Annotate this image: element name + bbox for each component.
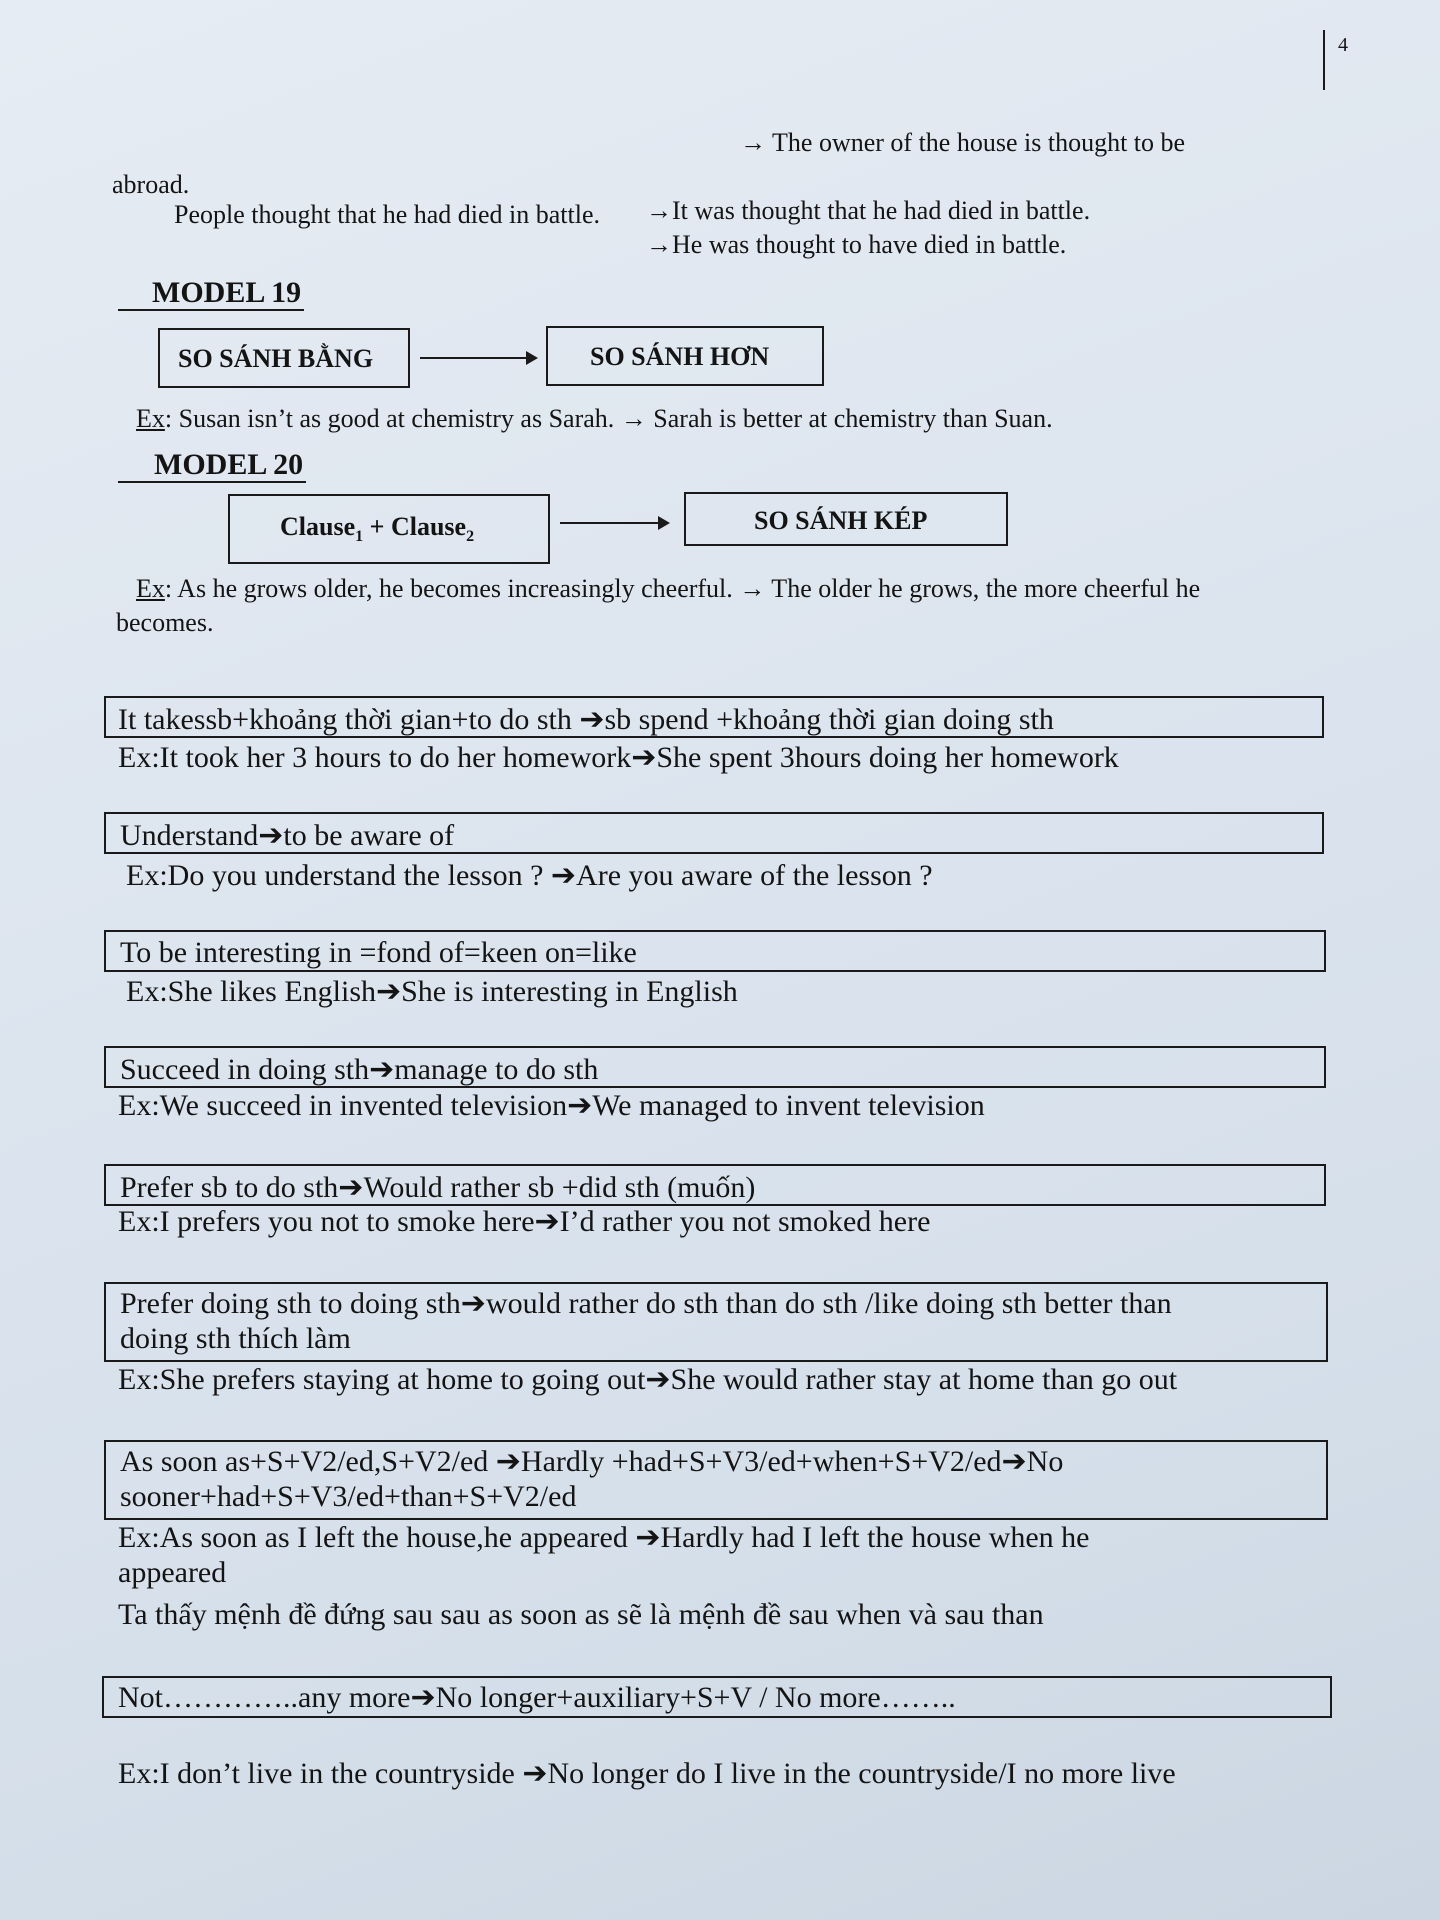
rule-7-example-line-3: Ta thấy mệnh đề đứng sau sau as soon as sẽ là mệnh đề sau when và sau than bbox=[118, 1598, 1044, 1631]
rule-2-example: Ex:Do you understand the lesson ? ➔Are you aware of the lesson ? bbox=[126, 859, 933, 892]
model-20-ex-label: Ex bbox=[136, 574, 165, 603]
rule-3-box bbox=[104, 930, 1326, 972]
model-20-title: MODEL 20 bbox=[154, 448, 304, 481]
page-margin-line bbox=[1323, 30, 1325, 90]
model-20-example bbox=[136, 574, 1200, 604]
clause-a: Clause bbox=[280, 512, 356, 541]
model-20-arrow bbox=[560, 522, 668, 524]
model-19-ex-text: : Susan isn’t as good at chemistry as Sarah. → Sarah is better at chemistry than Suan. bbox=[164, 404, 1053, 433]
rule-2-box bbox=[104, 812, 1324, 854]
rule-6-example: Ex:She prefers staying at home to going out➔She would rather stay at home than go out bbox=[118, 1363, 1178, 1396]
model-19-box-equal bbox=[158, 328, 410, 388]
rule-5-box bbox=[104, 1164, 1326, 1206]
rule-7-example-line-1: Ex:As soon as I left the house,he appeared ➔Hardly had I left the house when he bbox=[118, 1521, 1090, 1554]
model-20-box-double-comparative-label: SO SÁNH KÉP bbox=[754, 506, 928, 535]
page-number: 4 bbox=[1338, 34, 1348, 56]
intro-line-3-left: People thought that he had died in battle. bbox=[174, 200, 601, 229]
model-19-underline bbox=[118, 309, 304, 311]
rule-5-example: Ex:I prefers you not to smoke here➔I’d rather you not smoked here bbox=[118, 1205, 931, 1238]
rule-1-text: It takessb+khoảng thời gian+to do sth ➔sb spend +khoảng thời gian doing sth bbox=[118, 703, 1054, 736]
clause-b: + Clause bbox=[363, 512, 467, 541]
model-19-arrow bbox=[420, 357, 536, 359]
rule-8-box bbox=[102, 1676, 1332, 1718]
model-20-underline bbox=[118, 481, 306, 483]
rule-7-example-line-2: appeared bbox=[118, 1556, 227, 1589]
rule-3-example: Ex:She likes English➔She is interesting in English bbox=[126, 975, 738, 1008]
rule-4-text: Succeed in doing sth➔manage to do sth bbox=[120, 1053, 599, 1086]
intro-line-1: → The owner of the house is thought to be bbox=[740, 128, 1186, 157]
rule-6-text-line-2: doing sth thích làm bbox=[120, 1322, 351, 1355]
intro-line-2: abroad. bbox=[112, 170, 190, 199]
clause-sub-1: 1 bbox=[355, 528, 364, 546]
rule-5-text: Prefer sb to do sth➔Would rather sb +did sth (muốn) bbox=[120, 1171, 756, 1204]
rule-7-text-line-1: As soon as+S+V2/ed,S+V2/ed ➔Hardly +had+S+V3/ed+when+S+V2/ed➔No bbox=[120, 1445, 1064, 1478]
rule-2-text: Understand➔to be aware of bbox=[120, 819, 455, 852]
rule-8-text: Not…………..any more➔No longer+auxiliary+S+V / No more…….. bbox=[118, 1681, 956, 1714]
rule-7-box bbox=[104, 1440, 1328, 1520]
rule-3-text: To be interesting in =fond of=keen on=like bbox=[120, 936, 637, 969]
rule-7-text-line-2: sooner+had+S+V3/ed+than+S+V2/ed bbox=[120, 1480, 577, 1513]
rule-1-box bbox=[104, 696, 1324, 738]
model-20-box-clauses-label bbox=[280, 512, 474, 546]
model-19-box-comparative-label: SO SÁNH HƠN bbox=[590, 342, 770, 371]
model-20-ex-text: : As he grows older, he becomes increasingly cheerful. → The older he grows, the more cheerful he bbox=[164, 574, 1201, 603]
model-20-example-cont: becomes. bbox=[116, 608, 214, 637]
model-19-title: MODEL 19 bbox=[152, 276, 302, 309]
clause-sub-2: 2 bbox=[466, 528, 475, 546]
rule-4-example: Ex:We succeed in invented television➔We managed to invent television bbox=[118, 1089, 985, 1122]
rule-8-example: Ex:I don’t live in the countryside ➔No longer do I live in the countryside/I no more live bbox=[118, 1757, 1176, 1790]
rule-4-box bbox=[104, 1046, 1326, 1088]
model-19-ex-label: Ex bbox=[136, 404, 165, 433]
model-19-box-comparative bbox=[546, 326, 824, 386]
model-19-box-equal-label: SO SÁNH BẰNG bbox=[178, 344, 374, 373]
rule-6-text-line-1: Prefer doing sth to doing sth➔would rather do sth than do sth /like doing sth better than bbox=[120, 1287, 1172, 1320]
intro-line-4: →He was thought to have died in battle. bbox=[646, 230, 1067, 259]
rule-1-example: Ex:It took her 3 hours to do her homework➔She spent 3hours doing her homework bbox=[118, 741, 1119, 774]
model-20-box-clauses bbox=[228, 494, 550, 564]
rule-6-box bbox=[104, 1282, 1328, 1362]
model-19-example bbox=[136, 404, 1053, 434]
intro-line-3-right: →It was thought that he had died in battle. bbox=[646, 196, 1091, 225]
model-20-box-double-comparative bbox=[684, 492, 1008, 546]
